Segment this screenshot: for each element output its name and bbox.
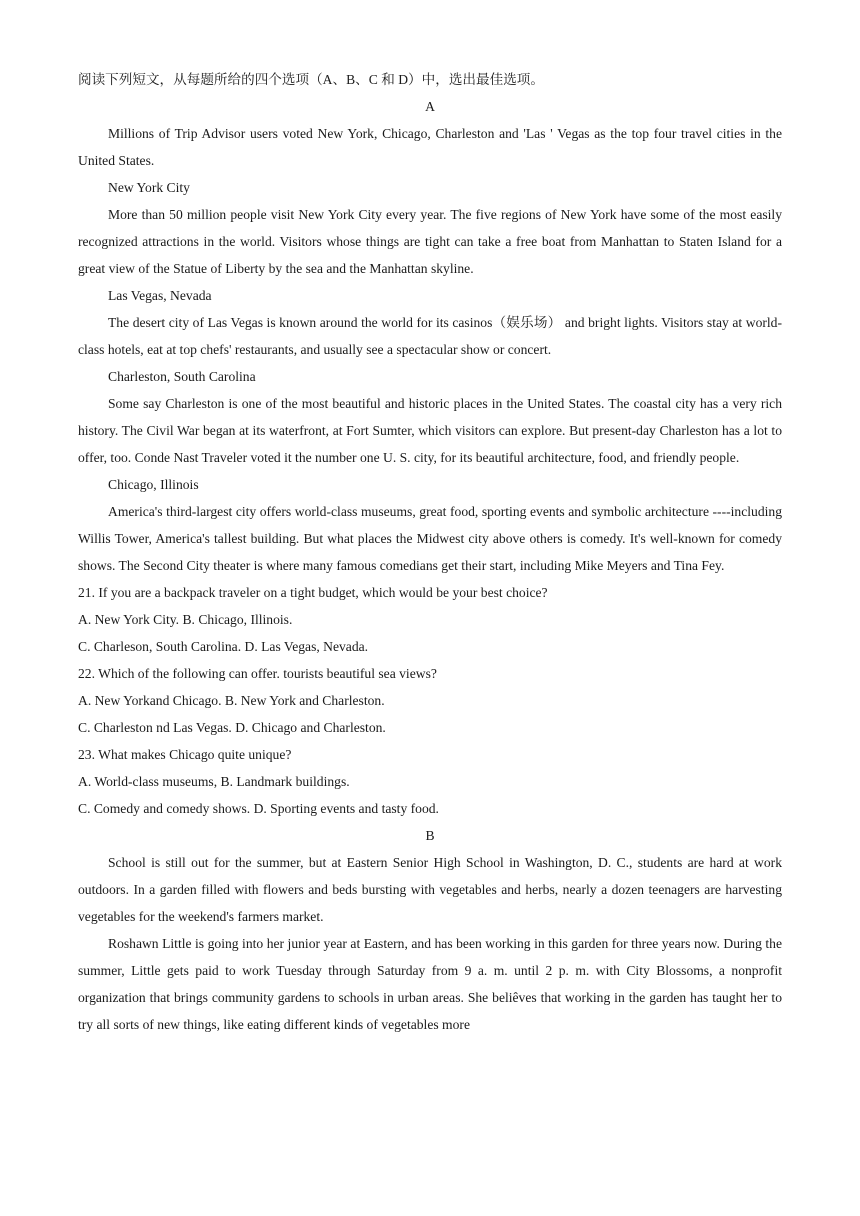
- question-options: A. World-class museums, B. Landmark buildings.: [78, 774, 350, 789]
- section-b-paragraph: Roshawn Little is going into her junior year at Eastern, and has been working in this garden for three years now. During the summer, Little gets paid to work Tuesday through Saturday from 9 a. m. until 2 p. m. with City Blossoms, a nonprofit organization that brings community gardens to schools in urban areas. She beliêves that working in the garden has taught her to try all sorts of new things, like eating different kinds of vegetables more: [78, 936, 782, 1032]
- section-a-label: A: [425, 99, 435, 114]
- city-paragraph: More than 50 million people visit New York City every year. The five regions of New York have some of the most easily recognized attractions in the world. Visitors whose things are tight can take a free boat from Manhattan to Staten Island for a great view of the Statue of Liberty by the sea and the Manhattan skyline.: [78, 207, 782, 276]
- city-heading: Las Vegas, Nevada: [108, 288, 212, 303]
- question-stem: 22. Which of the following can offer. tourists beautiful sea views?: [78, 666, 437, 681]
- city-heading: Chicago, Illinois: [108, 477, 199, 492]
- question-stem: 21. If you are a backpack traveler on a tight budget, which would be your best choice?: [78, 585, 548, 600]
- instructions: 阅读下列短文，从每题所给的四个选项（A、B、C 和 D）中，选出最佳选项。: [78, 72, 544, 87]
- question-options: C. Charleston nd Las Vegas. D. Chicago and Charleston.: [78, 720, 386, 735]
- question-stem: 23. What makes Chicago quite unique?: [78, 747, 292, 762]
- question-options: A. New York City. B. Chicago, Illinois.: [78, 612, 293, 627]
- document-page: [78, 66, 782, 1038]
- city-heading: Charleston, South Carolina: [108, 369, 256, 384]
- city-paragraph: Some say Charleston is one of the most beautiful and historic places in the United States. The coastal city has a very rich history. The Civil War began at its waterfront, at Fort Sumter, which visitors can explore. But present-day Charleston has a lot to offer, too. Conde Nast Traveler voted it the number one U. S. city, for its beautiful architecture, food, and friendly people.: [78, 396, 782, 465]
- section-b-paragraph: School is still out for the summer, but at Eastern Senior High School in Washington, D. C., students are hard at work outdoors. In a garden filled with flowers and beds bursting with vegetables and herbs, nearly a dozen teenagers are harvesting vegetables for the weekend's farmers market.: [78, 855, 782, 924]
- question-options: C. Charleson, South Carolina. D. Las Vegas, Nevada.: [78, 639, 369, 654]
- section-b-label: B: [425, 828, 435, 843]
- city-heading: New York City: [108, 180, 190, 195]
- question-options: C. Comedy and comedy shows. D. Sporting events and tasty food.: [78, 801, 439, 816]
- section-a-intro: Millions of Trip Advisor users voted New York, Chicago, Charleston and 'Las ' Vegas as the top four travel cities in the United States.: [78, 126, 782, 168]
- question-options: A. New Yorkand Chicago. B. New York and Charleston.: [78, 693, 385, 708]
- city-paragraph: The desert city of Las Vegas is known around the world for its casinos（娱乐场） and bright lights. Visitors stay at world-class hotels, eat at top chefs' restaurants, and usually see a spectacular show or concert.: [78, 315, 782, 357]
- city-paragraph: America's third-largest city offers world-class museums, great food, sporting events and symbolic architecture ----including Willis Tower, America's tallest building. But what places the Midwest city above others is comedy. It's well-known for comedy shows. The Second City theater is where many famous comedians get their start, including Mike Meyers and Tina Fey.: [78, 504, 782, 573]
